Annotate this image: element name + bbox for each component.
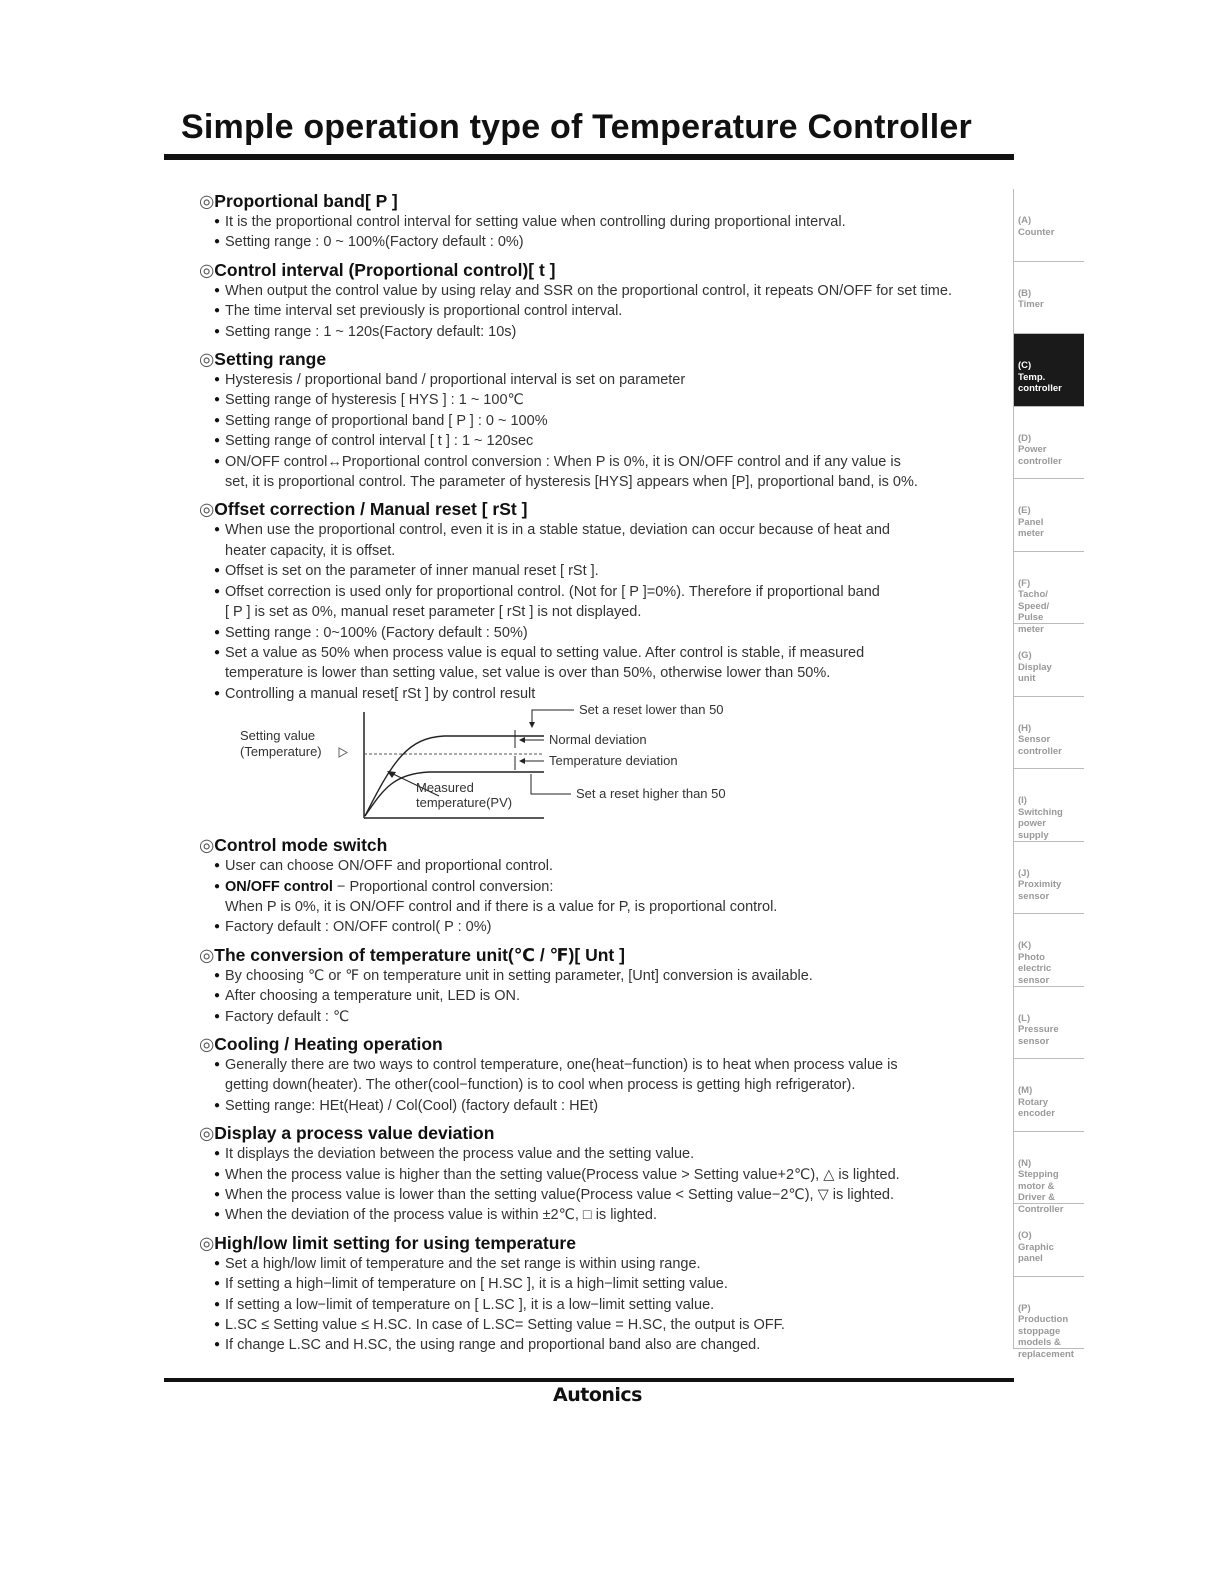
section-title — [199, 498, 1002, 520]
section-heading: High/low limit setting for using temperature — [214, 1232, 576, 1253]
higher-callout — [531, 774, 571, 794]
bullet-item: ● Setting range of proportional band [ P ] : 0 ~ 100% — [214, 411, 1002, 431]
bullet-list — [199, 856, 1002, 938]
bullet-item: ● If change L.SC and H.SC, the using range and proportional band also are changed. — [214, 1335, 1002, 1355]
side-tab-label: Production — [1018, 1314, 1069, 1325]
lower-callout — [532, 710, 574, 726]
side-tab-label: replacement — [1018, 1348, 1074, 1360]
bullet-item: ● When use the proportional control, even it is in a stable statue, deviation can occur because of heat and — [214, 520, 1002, 540]
side-tab-label: Panel — [1018, 516, 1044, 528]
normal-deviation-arrowhead — [519, 737, 525, 743]
side-tab[interactable] — [1014, 769, 1084, 842]
side-tab-code: (I) — [1018, 795, 1027, 806]
side-tab-label: Sensor — [1018, 734, 1051, 745]
side-tab-label: stoppage — [1018, 1325, 1061, 1337]
section-mark: ◎ — [199, 1123, 215, 1144]
bullet-item: ● Setting range: HEt(Heat) / Col(Cool) (factory default : HEt) — [214, 1096, 1002, 1116]
side-tab-label: Counter — [1018, 226, 1055, 238]
section-mark: ◎ — [199, 259, 215, 280]
side-tab-code: (P) — [1018, 1302, 1031, 1314]
bullet-list — [199, 1144, 1002, 1226]
bullet-suffix: − Proportional control conversion: — [332, 878, 554, 895]
side-tab-label: power — [1018, 818, 1046, 829]
side-tab-label: Speed/ — [1018, 600, 1050, 612]
bullet-item: ● Factory default : ON/OFF control( P : 0%) — [214, 917, 1002, 937]
side-tab-code: (N) — [1018, 1157, 1032, 1169]
bullet-list — [199, 1254, 1002, 1356]
bullet-item: ● User can choose ON/OFF and proportional control. — [214, 856, 1002, 876]
setpoint-marker-icon — [339, 748, 347, 757]
section-high-low-limit — [199, 1232, 1002, 1356]
bullet-item: ● It is the proportional control interval for setting value when controlling during proportional interval. — [214, 212, 1002, 232]
side-tab-code: (M) — [1018, 1085, 1033, 1096]
side-tab-label: controller — [1018, 455, 1062, 467]
section-title — [199, 259, 1002, 281]
bullet-item: ● When the process value is lower than the setting value(Process value < Setting value−2℃), ▽ is lighted. — [214, 1185, 1002, 1205]
section-mark: ◎ — [199, 349, 215, 370]
bold-term: ON/OFF control — [225, 878, 333, 895]
side-tab-label: sensor — [1018, 974, 1050, 986]
section-mark: ◎ — [199, 1033, 215, 1054]
section-heading: Cooling / Heating operation — [214, 1033, 443, 1054]
section-mark: ◎ — [199, 944, 215, 965]
section-cooling-heating — [199, 1033, 1002, 1116]
bullet-item: ● When the process value is higher than the setting value(Process value > Setting value+2℃), △ is lighted. — [214, 1165, 1002, 1185]
section-heading: The conversion of temperature unit(℃ / ℉)[ Unt ] — [214, 944, 625, 965]
side-tab-label: unit — [1018, 673, 1036, 684]
bullet-continuation: When P is 0%, it is ON/OFF control and if there is a value for P, is proportional control. — [225, 898, 778, 915]
section-title — [199, 1232, 1002, 1254]
side-tab-label: Power — [1018, 444, 1047, 455]
side-tab-code: (C) — [1018, 360, 1032, 371]
bullet-list — [199, 281, 1002, 342]
side-tab-code: (O) — [1018, 1230, 1032, 1241]
section-offset-correction — [199, 498, 1002, 828]
side-tab[interactable] — [1014, 479, 1084, 552]
category-side-tabs — [1013, 189, 1084, 1360]
autonics-logo: Autonics — [553, 1384, 642, 1406]
diagram-measured: Measured — [416, 780, 474, 796]
side-tab-code: (G) — [1018, 650, 1032, 661]
section-process-deviation — [199, 1122, 1002, 1226]
side-tab-label: Stepping — [1018, 1169, 1059, 1180]
section-title — [199, 348, 1002, 370]
side-tab-label: Tacho/ — [1018, 589, 1048, 600]
bullet-item: ● If setting a high−limit of temperature on [ H.SC ], it is a high−limit setting value. — [214, 1274, 1002, 1294]
bullet-item: ● Factory default : ℃ — [214, 1007, 1002, 1027]
diagram-higher-than-50: Set a reset higher than 50 — [576, 786, 726, 802]
side-tab-label: Display — [1018, 661, 1052, 673]
side-tab-label: Driver & — [1018, 1192, 1055, 1203]
lower-callout-arrowhead — [529, 722, 535, 728]
footer-divider — [164, 1378, 1014, 1382]
side-tab[interactable] — [1014, 697, 1084, 770]
side-tab-label: Pressure — [1018, 1024, 1059, 1035]
side-tab-label: controller — [1018, 383, 1062, 394]
bullet-list — [199, 966, 1002, 1027]
section-setting-range — [199, 348, 1002, 492]
section-title — [199, 1122, 1002, 1144]
diagram-temperature: (Temperature) — [240, 744, 322, 760]
side-tab-label: controller — [1018, 745, 1062, 757]
reset-diagram-svg — [199, 708, 1002, 828]
bullet-item: ● When output the control value by using relay and SSR on the proportional control, it repeats ON/OFF for set time. — [214, 281, 1002, 301]
bullet-item: ● By choosing ℃ or ℉ on temperature unit in setting parameter, [Unt] conversion is available. — [214, 966, 1002, 986]
side-tab[interactable] — [1014, 914, 1084, 987]
side-tab-label: Graphic — [1018, 1241, 1054, 1253]
section-heading: Proportional band[ P ] — [214, 191, 398, 211]
section-mark: ◎ — [199, 835, 215, 856]
bullet-list — [199, 212, 1002, 253]
side-tab-label: panel — [1018, 1253, 1043, 1264]
section-title — [199, 190, 1002, 212]
side-tab-code: (D) — [1018, 432, 1032, 444]
side-tab[interactable] — [1014, 842, 1084, 915]
bullet-item: ● Setting range : 0~100% (Factory default : 50%) — [214, 623, 1002, 643]
side-tab-label: Controller — [1018, 1203, 1064, 1215]
diagram-setting-value: Setting value — [240, 728, 316, 744]
side-tab-label: Switching — [1018, 806, 1063, 818]
side-tab-label: encoder — [1018, 1108, 1055, 1119]
section-heading: Control interval (Proportional control)[ t ] — [214, 259, 556, 280]
bullet-continuation: heater capacity, it is offset. — [225, 542, 396, 559]
side-tab[interactable] — [1014, 1132, 1084, 1215]
side-tab-label: motor & — [1018, 1180, 1055, 1192]
bullet-list — [199, 1055, 1002, 1116]
diagram-temperature-deviation: Temperature deviation — [549, 753, 678, 769]
diagram-normal-deviation: Normal deviation — [549, 732, 647, 748]
side-tab-label: models & — [1018, 1337, 1061, 1348]
side-tab[interactable] — [1014, 987, 1084, 1060]
bullet-item: ● ON/OFF control↔Proportional control conversion : When P is 0%, it is ON/OFF control and if any value is — [214, 452, 1002, 472]
section-title — [199, 944, 1002, 966]
bullet-item: ● After choosing a temperature unit, LED is ON. — [214, 986, 1002, 1006]
side-tab[interactable] — [1014, 407, 1084, 480]
bullet-item: ● It displays the deviation between the process value and the setting value. — [214, 1144, 1002, 1164]
side-tab-label: sensor — [1018, 1035, 1050, 1047]
diagram-measured-pv: temperature(PV) — [416, 795, 513, 811]
bullet-item: ● Set a value as 50% when process value is equal to setting value. After control is stable, if measured — [214, 643, 1002, 663]
bullet-continuation: temperature is lower than setting value, set value is over than 50%, otherwise lower than 50%. — [225, 665, 831, 682]
side-tab-code: (F) — [1018, 577, 1031, 589]
side-tab[interactable] — [1014, 1277, 1084, 1360]
page-title: Simple operation type of Temperature Controller — [181, 108, 972, 146]
side-tab-label: meter — [1018, 623, 1044, 635]
side-tab-label: sensor — [1018, 890, 1050, 902]
section-control-mode-switch — [199, 834, 1002, 938]
bullet-item — [214, 877, 1002, 897]
diagram-lower-than-50: Set a reset lower than 50 — [579, 702, 724, 718]
section-heading: Control mode switch — [214, 835, 388, 856]
side-tab-label: meter — [1018, 528, 1044, 539]
side-tab-code: (E) — [1018, 505, 1031, 516]
section-title — [199, 834, 1002, 856]
side-tab-code: (H) — [1018, 722, 1032, 734]
side-tab-label: electric — [1018, 963, 1052, 974]
title-divider — [164, 154, 1014, 160]
section-heading: Setting range — [214, 349, 327, 370]
side-tab[interactable] — [1014, 189, 1084, 262]
section-mark: ◎ — [199, 191, 215, 211]
bullet-item: ● Offset correction is used only for proportional control. (Not for [ P ]=0%). Therefore if proportional band — [214, 582, 1002, 602]
bullet-list — [199, 370, 1002, 492]
bullet-item: ● Hysteresis / proportional band / proportional interval is set on parameter — [214, 370, 1002, 390]
bullet-item: ● The time interval set previously is proportional control interval. — [214, 301, 1002, 321]
side-tab-code: (A) — [1018, 215, 1032, 226]
section-temperature-unit — [199, 944, 1002, 1027]
side-tab[interactable] — [1014, 334, 1084, 407]
bullet-item: ● Offset is set on the parameter of inner manual reset [ rSt ]. — [214, 561, 1002, 581]
side-tab[interactable] — [1014, 262, 1084, 335]
section-mark: ◎ — [199, 499, 215, 520]
side-tab-label: Timer — [1018, 299, 1044, 310]
side-tab-code: (J) — [1018, 867, 1030, 879]
bullet-continuation: getting down(heater). The other(cool−function) is to cool when process is getting high refrigerator). — [225, 1077, 856, 1094]
section-title — [199, 1033, 1002, 1055]
section-control-interval — [199, 259, 1002, 342]
side-tab-label: Temp. — [1018, 371, 1046, 383]
side-tab-code: (L) — [1018, 1012, 1031, 1024]
bullet-item: ● L.SC ≤ Setting value ≤ H.SC. In case of L.SC= Setting value = H.SC, the output is OFF. — [214, 1315, 1002, 1335]
section-mark: ◎ — [199, 1232, 215, 1253]
bullet-item: ● Controlling a manual reset[ rSt ] by control result — [214, 684, 1002, 704]
bullet-item: ● Setting range : 0 ~ 100%(Factory default : 0%) — [214, 232, 1002, 252]
bullet-item: ● Setting range : 1 ~ 120s(Factory default: 10s) — [214, 322, 1002, 342]
side-tab-label: Rotary — [1018, 1096, 1049, 1108]
bullet-item: ● If setting a low−limit of temperature on [ L.SC ], it is a low−limit setting value. — [214, 1295, 1002, 1315]
bullet-list — [199, 520, 1002, 704]
side-tab[interactable] — [1014, 1059, 1084, 1132]
bullet-item: ● Set a high/low limit of temperature and the set range is within using range. — [214, 1254, 1002, 1274]
manual-reset-diagram — [199, 702, 1002, 828]
side-tab-code: (K) — [1018, 940, 1032, 951]
bullet-item: ● Setting range of hysteresis [ HYS ] : 1 ~ 100℃ — [214, 390, 1002, 410]
side-tab-label: Photo — [1018, 951, 1045, 963]
section-heading: Display a process value deviation — [214, 1123, 495, 1144]
bullet-item: ● Setting range of control interval [ t ] : 1 ~ 120sec — [214, 431, 1002, 451]
side-tab-code: (B) — [1018, 287, 1032, 299]
side-tab-label: Pulse — [1018, 612, 1044, 623]
side-tab-label: Proximity — [1018, 879, 1062, 890]
temperature-deviation-arrowhead — [519, 758, 525, 764]
bullet-item: ● When the deviation of the process value is within ±2℃, □ is lighted. — [214, 1205, 1002, 1225]
side-tab[interactable] — [1014, 552, 1084, 635]
section-proportional-band — [199, 190, 1002, 253]
bullet-continuation: set, it is proportional control. The parameter of hysteresis [HYS] appears when [P], proportional band, is 0%. — [225, 474, 918, 491]
bullet-item: ● Generally there are two ways to control temperature, one(heat−function) is to heat when process value is — [214, 1055, 1002, 1075]
section-heading: Offset correction / Manual reset [ rSt ] — [214, 499, 528, 520]
main-content — [199, 184, 1002, 1356]
bullet-continuation: [ P ] is set as 0%, manual reset parameter [ rSt ] is not displayed. — [225, 604, 642, 621]
side-tab-label: supply — [1018, 829, 1049, 841]
